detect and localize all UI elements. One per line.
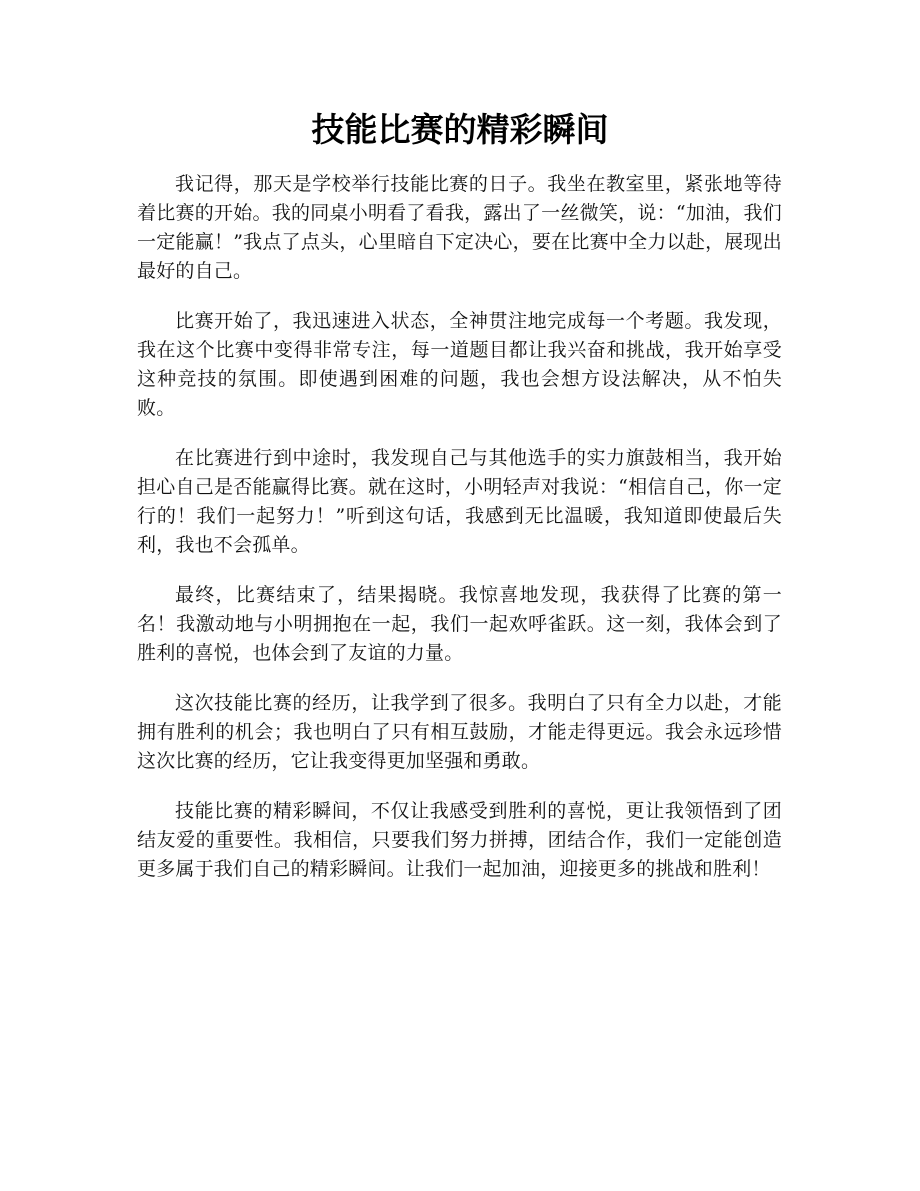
paragraph-4: 最终，比赛结束了，结果揭晓。我惊喜地发现，我获得了比赛的第一名！我激动地与小明拥抱在一起，我们一起欢呼雀跃。这一刻，我体会到了胜利的喜悦，也体会到了友谊的力量。	[137, 584, 782, 664]
document-title: 技能比赛的精彩瞬间	[311, 110, 609, 149]
paragraph-2: 比赛开始了，我迅速进入状态，全神贯注地完成每一个考题。我发现，我在这个比赛中变得非常专注，每一道题目都让我兴奋和挑战，我开始享受这种竞技的氛围。即使遇到困难的问题，我也会想方设法解决，从不怕失败。	[137, 310, 782, 419]
paragraph-3: 在比赛进行到中途时，我发现自己与其他选手的实力旗鼓相当，我开始担心自己是否能赢得比赛。就在这时，小明轻声对我说：“相信自己，你一定行的！我们一起努力！”听到这句话，我感到无比温暖，我知道即使最后失利，我也不会孤单。	[137, 447, 782, 556]
paragraph-6: 技能比赛的精彩瞬间，不仅让我感受到胜利的喜悦，更让我领悟到了团结友爱的重要性。我相信，只要我们努力拼搏，团结合作，我们一定能创造更多属于我们自己的精彩瞬间。让我们一起加油，迎接更多的挑战和胜利！	[137, 800, 782, 880]
paragraph-5: 这次技能比赛的经历，让我学到了很多。我明白了只有全力以赴，才能拥有胜利的机会；我也明白了只有相互鼓励，才能走得更远。我会永远珍惜这次比赛的经历，它让我变得更加坚强和勇敢。	[137, 692, 782, 772]
paragraph-1: 我记得，那天是学校举行技能比赛的日子。我坐在教室里，紧张地等待着比赛的开始。我的同桌小明看了看我，露出了一丝微笑，说：“加油，我们一定能赢！”我点了点头，心里暗自下定决心，要在比赛中全力以赴，展现出最好的自己。	[137, 173, 782, 282]
document-body	[137, 170, 782, 905]
